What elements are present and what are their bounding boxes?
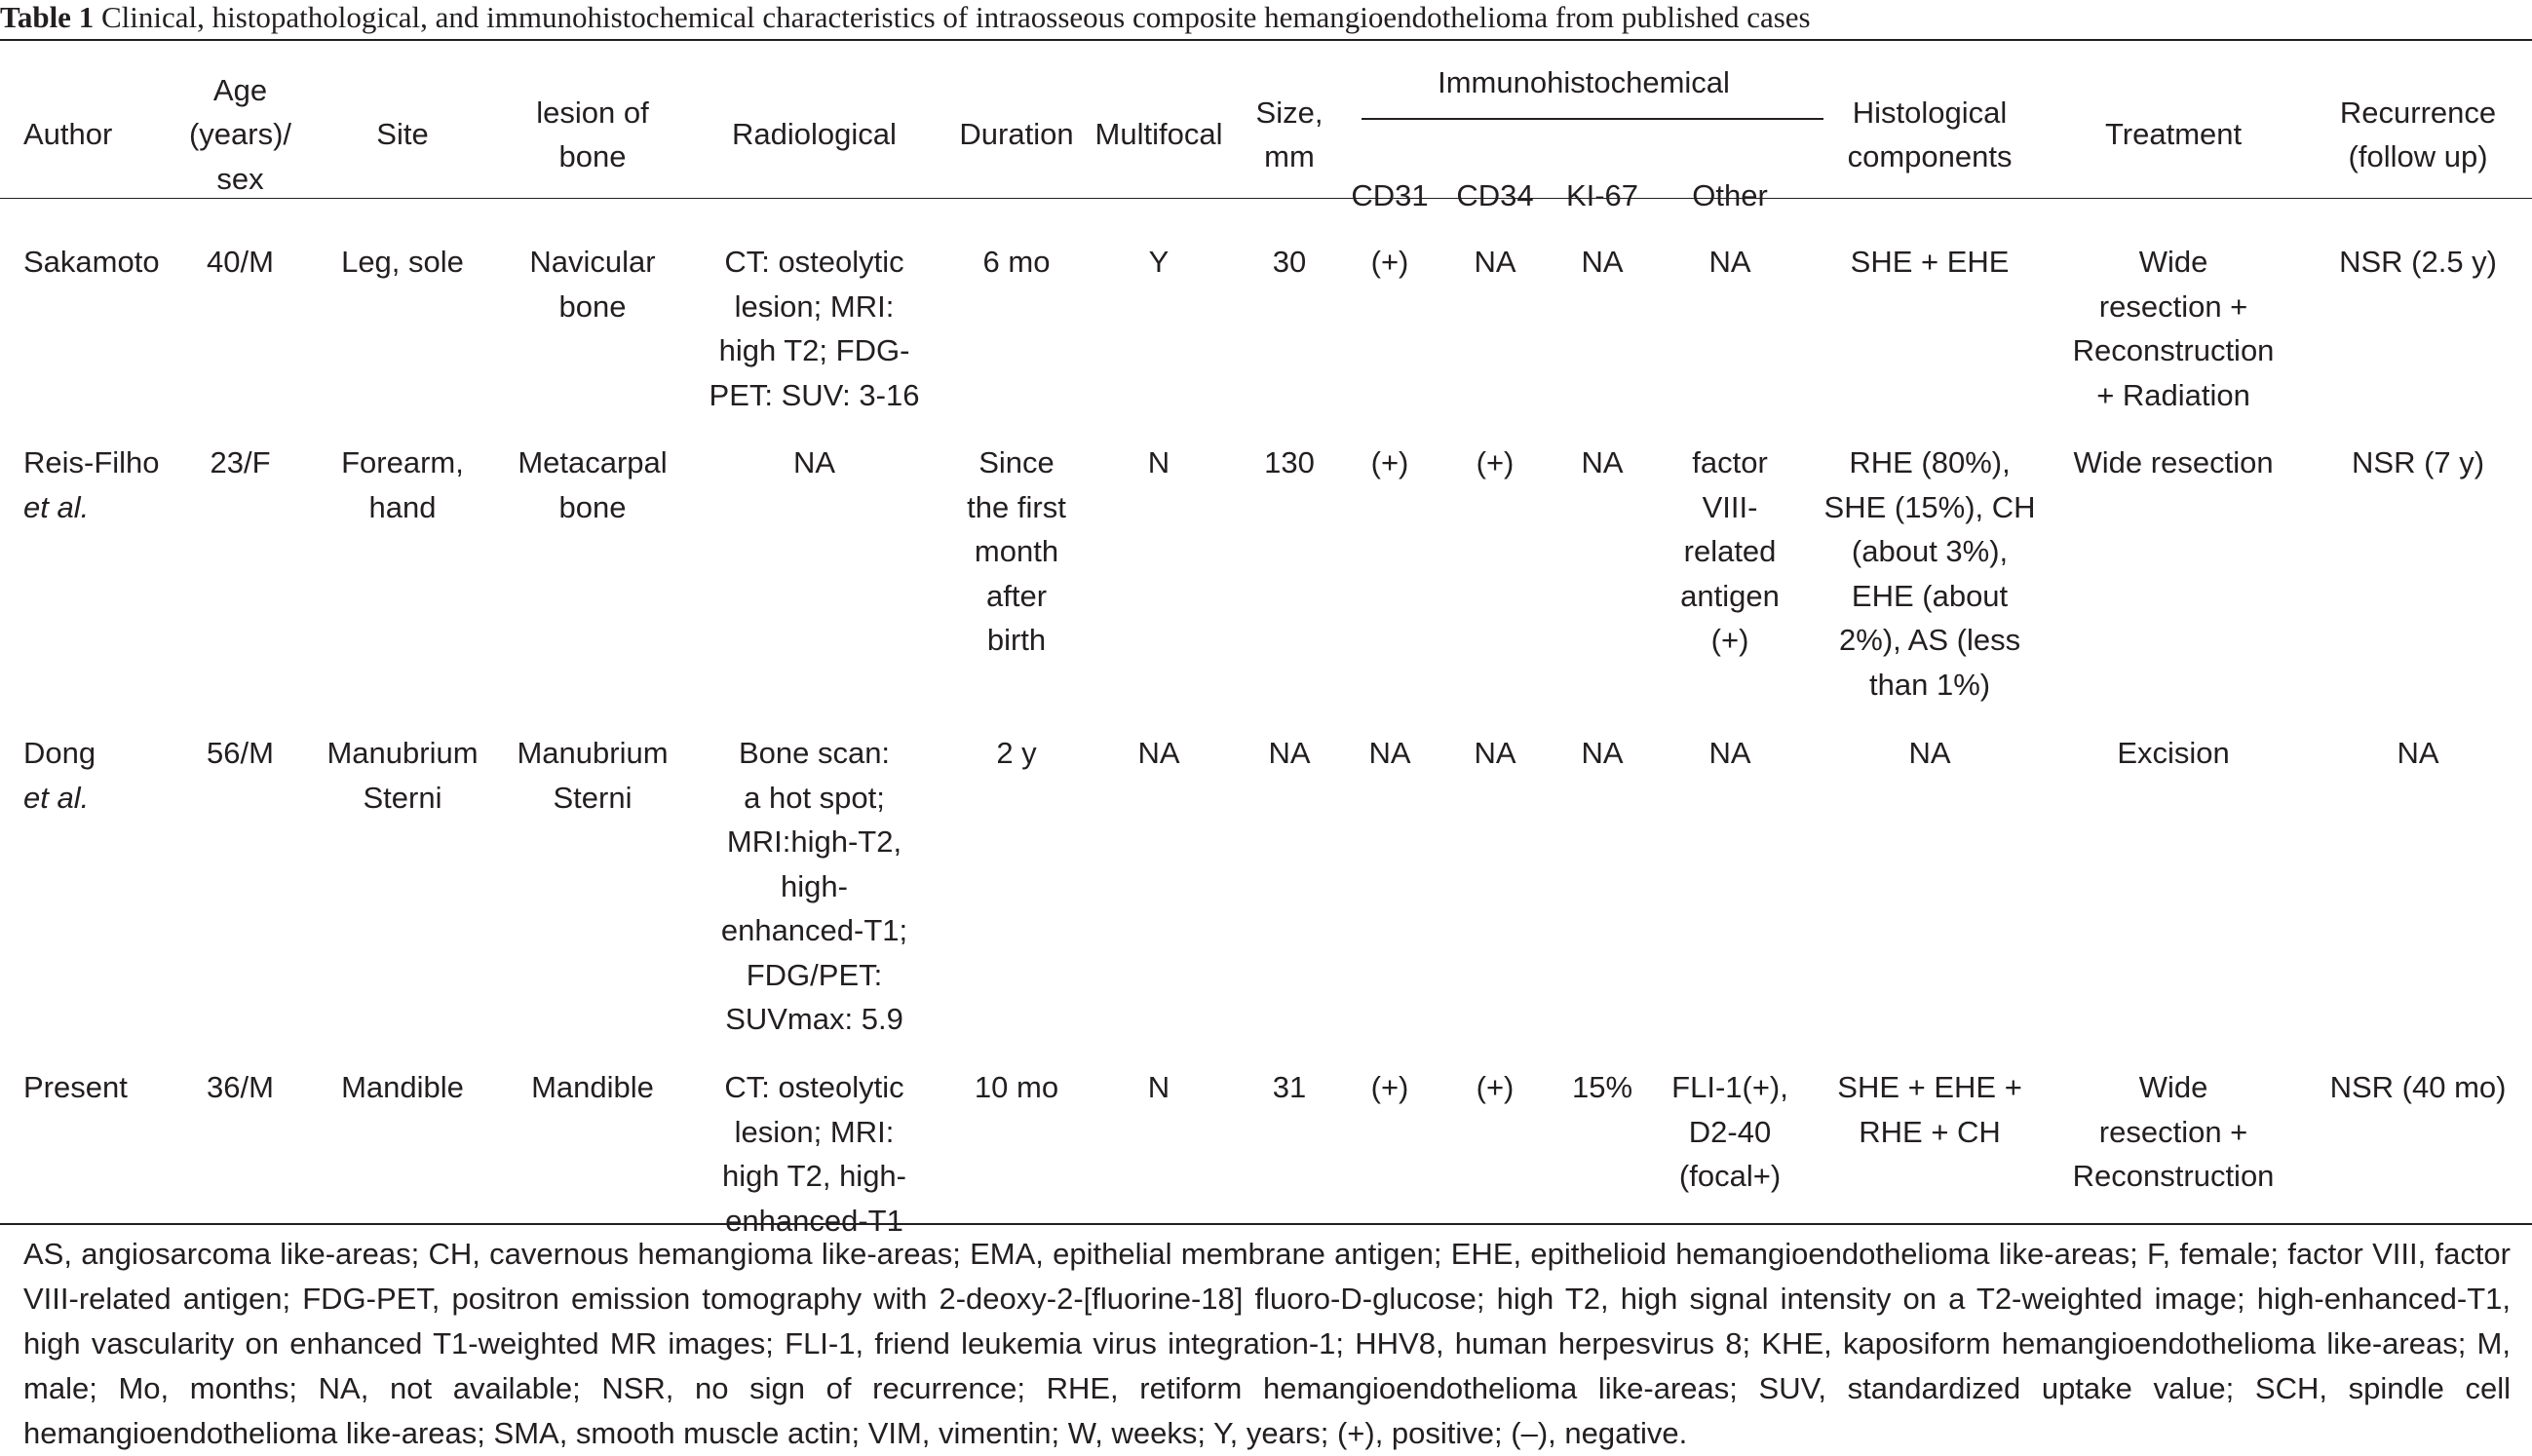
cell-line: 15% xyxy=(1571,1070,1633,1104)
cell-line: NA xyxy=(1708,736,1751,770)
cell-line: after xyxy=(985,578,1048,613)
cell-age-sex xyxy=(175,719,305,1054)
cell-line: RHE + CH xyxy=(1859,1114,2001,1149)
cell-line: (focal+) xyxy=(1678,1159,1782,1193)
cell-line: bone xyxy=(558,139,627,173)
cell-line: 36/M xyxy=(207,1070,274,1104)
cell-line: Manubrium xyxy=(517,736,669,770)
cell-lesion xyxy=(500,719,685,1054)
cell-line: Recurrence xyxy=(2339,95,2497,130)
cell-age-sex xyxy=(175,429,305,719)
cell-line: Bone scan: xyxy=(738,736,891,770)
cell-line: NA xyxy=(1581,245,1624,279)
cell-age-sex xyxy=(175,228,305,429)
cell-line: 40/M xyxy=(207,245,274,279)
cell-line: NA xyxy=(2397,736,2439,770)
cell-line: NA xyxy=(1581,736,1624,770)
cell-line: antigen xyxy=(1680,578,1780,613)
cell-line: (+) xyxy=(1370,245,1409,279)
cell-line: 2 y xyxy=(996,736,1037,770)
cell-line: NA xyxy=(1368,736,1411,770)
cell-cd31 xyxy=(1351,1054,1429,1256)
cell-line: 6 mo xyxy=(982,245,1051,279)
cell-ki67 xyxy=(1561,1054,1643,1256)
cell-lesion xyxy=(500,429,685,719)
cell-duration xyxy=(943,228,1090,429)
cell-cd34 xyxy=(1429,429,1561,719)
cell-line: month xyxy=(974,534,1059,568)
cell-ki67 xyxy=(1561,429,1643,719)
header-other: Other xyxy=(1692,177,1768,212)
cell-line: Dong xyxy=(23,736,96,770)
cell-line: Manubrium xyxy=(326,736,479,770)
cell-multifocal xyxy=(1090,1054,1228,1256)
cell-line: factor xyxy=(1692,445,1768,479)
cell-line: NA xyxy=(1708,245,1751,279)
cell-line: (+) xyxy=(1370,445,1409,479)
author-et-al: et al. xyxy=(23,489,90,524)
characteristics-table xyxy=(0,41,2532,1256)
cell-other xyxy=(1643,429,1817,719)
cell-size xyxy=(1228,1054,1351,1256)
cell-site xyxy=(305,719,500,1054)
cell-line: Y xyxy=(1148,245,1170,279)
cell-site xyxy=(305,429,500,719)
cell-line: than 1%) xyxy=(1869,667,1991,702)
cell-line: 2%), AS (less xyxy=(1839,623,2021,657)
header-treatment: Treatment xyxy=(2104,117,2243,152)
cell-size xyxy=(1228,429,1351,719)
cell-line: resection + xyxy=(2098,288,2248,324)
cell-line: Since xyxy=(978,445,1055,479)
cell-duration xyxy=(943,719,1090,1054)
cell-other xyxy=(1643,1054,1817,1256)
cell-line: D2-40 xyxy=(1688,1114,1772,1149)
cell-line: birth xyxy=(986,623,1047,657)
cell-line: NA xyxy=(1137,736,1180,770)
cell-ki67 xyxy=(1561,719,1643,1054)
cell-line: resection + xyxy=(2098,1114,2248,1149)
cell-line: Sakamoto xyxy=(23,245,160,279)
cell-line: (follow up) xyxy=(2348,139,2488,173)
header-cd31: CD31 xyxy=(1351,177,1429,212)
table-row xyxy=(0,429,2532,719)
cell-site xyxy=(305,1054,500,1256)
header-duration: Duration xyxy=(959,117,1074,152)
cell-multifocal xyxy=(1090,429,1228,719)
cell-recurrence xyxy=(2304,1054,2532,1256)
cell-other xyxy=(1643,719,1817,1054)
cell-line: 130 xyxy=(1264,445,1315,479)
cell-cd34 xyxy=(1429,228,1561,429)
cell-line: lesion; MRI: xyxy=(734,288,895,324)
cell-line: Histological xyxy=(1852,95,2008,130)
cell-line: Reconstruction xyxy=(2072,333,2275,367)
cell-author xyxy=(0,1054,175,1256)
cell-treatment xyxy=(2043,719,2304,1054)
cell-line: Mandible xyxy=(341,1070,464,1104)
cell-line: CT: osteolytic xyxy=(724,245,904,279)
cell-lesion xyxy=(500,1054,685,1256)
cell-line: FLI-1(+), xyxy=(1671,1070,1788,1104)
cell-line: 56/M xyxy=(207,736,274,770)
cell-line: related xyxy=(1683,534,1777,568)
cell-radiological xyxy=(685,1054,943,1256)
table-row xyxy=(0,228,2532,429)
cell-multifocal xyxy=(1090,228,1228,429)
header-immunohistochemical: Immunohistochemical xyxy=(1438,65,1730,99)
header-cd34: CD34 xyxy=(1456,177,1534,212)
cell-lesion xyxy=(500,228,685,429)
cell-treatment xyxy=(2043,228,2304,429)
cell-line: NSR (40 mo) xyxy=(2329,1070,2507,1104)
cell-histological xyxy=(1817,228,2043,429)
cell-line: Wide xyxy=(2138,1070,2208,1104)
cell-line: RHE (80%), xyxy=(1849,445,2011,479)
cell-line: enhanced-T1 xyxy=(725,1203,903,1238)
cell-ki67 xyxy=(1561,228,1643,429)
cell-line: Wide xyxy=(2138,245,2208,279)
cell-treatment xyxy=(2043,1054,2304,1256)
cell-line: N xyxy=(1147,1070,1170,1104)
cell-radiological xyxy=(685,429,943,719)
cell-line: Leg, sole xyxy=(341,245,464,279)
cell-line: Size, xyxy=(1255,95,1324,130)
cell-line: bone xyxy=(558,489,627,524)
cell-line: EHE (about xyxy=(1851,578,2009,613)
cell-duration xyxy=(943,1054,1090,1256)
cell-multifocal xyxy=(1090,719,1228,1054)
cell-size xyxy=(1228,719,1351,1054)
cell-line: Reis-Filho xyxy=(23,445,160,479)
cell-histological xyxy=(1817,1054,2043,1256)
cell-line: (+) xyxy=(1476,445,1515,479)
cell-author xyxy=(0,228,175,429)
cell-recurrence xyxy=(2304,429,2532,719)
cell-radiological xyxy=(685,719,943,1054)
cell-line: high- xyxy=(781,868,848,903)
cell-line: Wide resection xyxy=(2073,445,2274,479)
cell-line: NA xyxy=(1908,736,1951,770)
header-recurrence xyxy=(2304,41,2532,228)
cell-size xyxy=(1228,228,1351,429)
cell-radiological xyxy=(685,228,943,429)
cell-line: Reconstruction xyxy=(2072,1159,2275,1193)
cell-histological xyxy=(1817,719,2043,1054)
cell-line: enhanced-T1; xyxy=(720,913,908,947)
header-multifocal: Multifocal xyxy=(1094,117,1223,152)
cell-line: CT: osteolytic xyxy=(724,1070,904,1104)
cell-line: components xyxy=(1847,139,2013,173)
cell-line: SHE (15%), CH xyxy=(1823,489,2036,524)
cell-line: 23/F xyxy=(210,445,271,479)
cell-line: Mandible xyxy=(531,1070,654,1104)
cell-line: NA xyxy=(1268,736,1311,770)
cell-line: MRI:high-T2, xyxy=(726,824,902,859)
table-caption-text: Clinical, histopathological, and immunohistochemical characteristics of intraosseous composite hemangioendothelioma from published cases xyxy=(100,0,1811,34)
cell-cd31 xyxy=(1351,228,1429,429)
cell-line: high T2; FDG- xyxy=(718,333,910,367)
cell-line: lesion of xyxy=(536,95,649,130)
header-size xyxy=(1228,41,1351,228)
cell-line: NSR (7 y) xyxy=(2352,445,2485,479)
cell-cd31 xyxy=(1351,719,1429,1054)
header-age-sex xyxy=(175,41,305,228)
header-author: Author xyxy=(23,117,113,152)
cell-line: high T2, high- xyxy=(722,1159,906,1193)
cell-line: bone xyxy=(558,288,627,324)
cell-line: (+) xyxy=(1710,623,1749,657)
cell-line: NSR (2.5 y) xyxy=(2339,245,2497,279)
header-radiological: Radiological xyxy=(732,117,897,152)
header-ki67: KI-67 xyxy=(1565,177,1639,212)
header-histological xyxy=(1817,41,2043,228)
cell-age-sex xyxy=(175,1054,305,1256)
cell-cd31 xyxy=(1351,429,1429,719)
cell-line: PET: SUV: 3-16 xyxy=(709,377,920,412)
cell-line: lesion; MRI: xyxy=(734,1114,895,1149)
cell-recurrence xyxy=(2304,719,2532,1054)
cell-line: a hot spot; xyxy=(744,780,885,815)
cell-cd34 xyxy=(1429,1054,1561,1256)
cell-line: SUVmax: 5.9 xyxy=(725,1002,903,1036)
cell-line: Present xyxy=(23,1070,128,1104)
cell-line: N xyxy=(1147,445,1170,479)
cell-line: SHE + EHE xyxy=(1850,245,2010,279)
cell-line: sex xyxy=(216,161,264,196)
cell-line: (about 3%), xyxy=(1851,534,2009,568)
cell-author xyxy=(0,719,175,1054)
cell-site xyxy=(305,228,500,429)
cell-line: 31 xyxy=(1272,1070,1307,1104)
cell-line: FDG/PET: xyxy=(746,957,883,992)
cell-line: VIII- xyxy=(1702,489,1758,524)
cell-line: Age xyxy=(212,72,268,107)
table-row xyxy=(0,719,2532,1054)
cell-line: Forearm, xyxy=(341,445,464,479)
header-row-1 xyxy=(0,41,2532,139)
table-footnote: AS, angiosarcoma like-areas; CH, cavernous hemangioma like-areas; EMA, epithelial membrane antigen; EHE, epithelioid hemangioendothelioma like-areas; F, female; factor VIII, factor VIII-related antigen; FDG-PET, positron emission tomography with 2-deoxy-2-[fluorine-18] fluoro-D-glucose; high T2, high signal intensity on a T2-weighted image; high-enhanced-T1, high vascularity on enhanced T1-weighted MR images; FLI-1, friend leukemia virus integration-1; HHV8, human herpesvirus 8; KHE, kaposiform hemangioendothelioma like-areas; M, male; Mo, months; NA, not available; NSR, no sign of recurrence; RHE, retiform hemangioendothelioma like-areas; SUV, standardized uptake value; SCH, spindle cell hemangioendothelioma like-areas; SMA, smooth muscle actin; VIM, vimentin; W, weeks; Y, years; (+), positive; (–), negative. xyxy=(23,1237,2511,1450)
cell-line: hand xyxy=(368,489,437,524)
cell-line: (+) xyxy=(1370,1070,1409,1104)
author-et-al: et al. xyxy=(23,780,90,815)
header-site: Site xyxy=(376,117,429,152)
cell-duration xyxy=(943,429,1090,719)
cell-author xyxy=(0,429,175,719)
cell-line: Sterni xyxy=(553,780,633,815)
cell-line: the first xyxy=(967,489,1066,524)
cell-line: NA xyxy=(792,445,836,479)
table-caption-label: Table 1 xyxy=(0,0,95,34)
cell-treatment xyxy=(2043,429,2304,719)
cell-line: + Radiation xyxy=(2096,377,2250,412)
cell-line: SHE + EHE + xyxy=(1837,1070,2022,1104)
cell-recurrence xyxy=(2304,228,2532,429)
table-row xyxy=(0,1054,2532,1256)
cell-line: 10 mo xyxy=(974,1070,1059,1104)
cell-line: NA xyxy=(1581,445,1624,479)
cell-histological xyxy=(1817,429,2043,719)
cell-line: (+) xyxy=(1476,1070,1515,1104)
cell-other xyxy=(1643,228,1817,429)
cell-line: NA xyxy=(1474,736,1516,770)
cell-line: NA xyxy=(1474,245,1516,279)
table-caption xyxy=(0,0,1811,39)
header-lesion xyxy=(500,41,685,228)
cell-line: 30 xyxy=(1272,245,1307,279)
cell-line: mm xyxy=(1264,139,1315,173)
cell-line: Sterni xyxy=(363,780,442,815)
cell-line: Navicular xyxy=(529,245,656,279)
cell-cd34 xyxy=(1429,719,1561,1054)
cell-line: Metacarpal xyxy=(518,445,668,479)
cell-line: Excision xyxy=(2117,736,2230,770)
cell-line: (years)/ xyxy=(188,117,292,152)
